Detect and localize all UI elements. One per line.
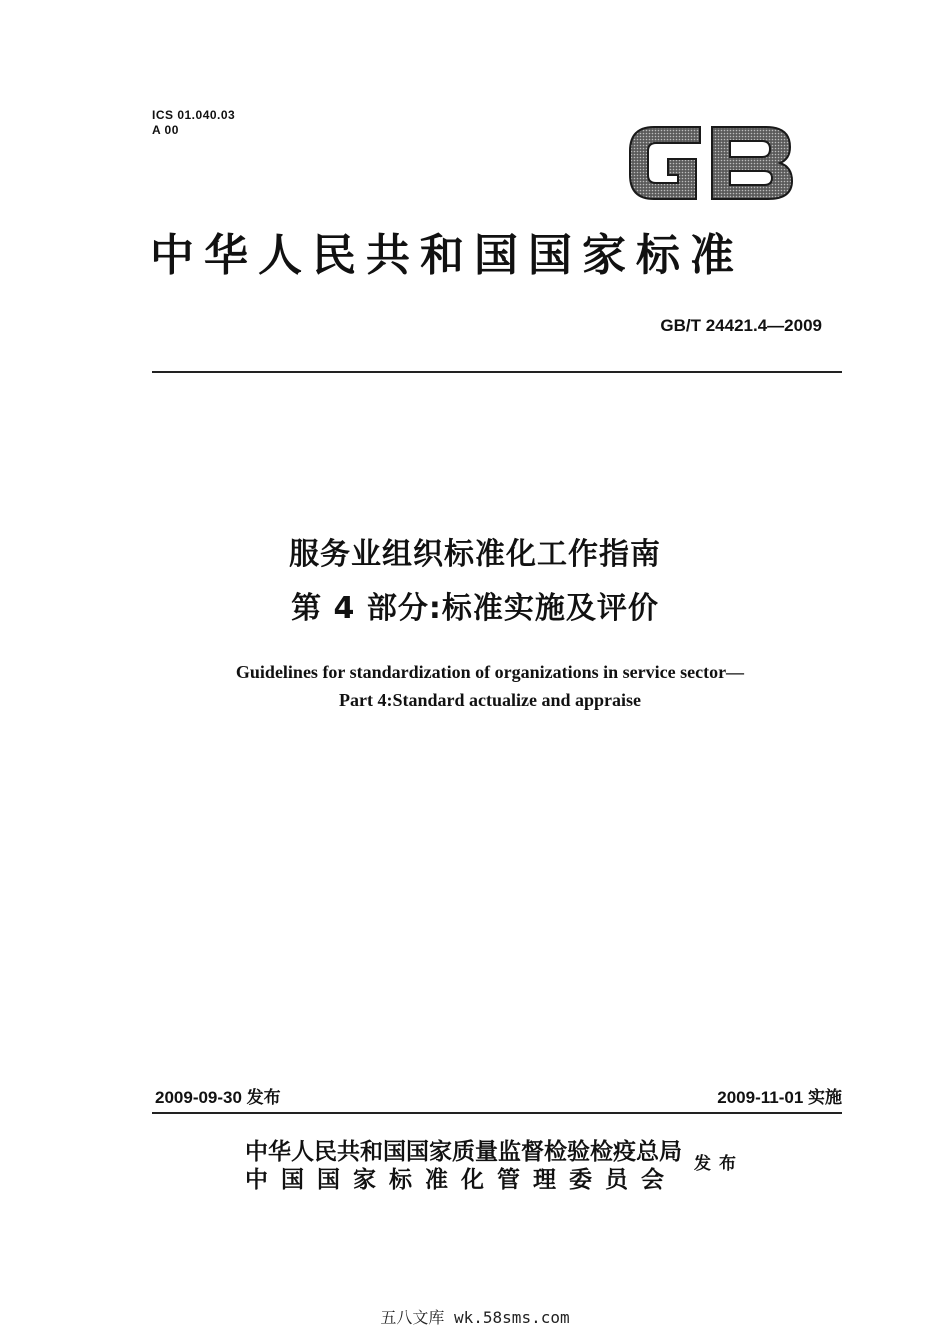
national-standard-title: 中华人民共和国国家标准 (150, 230, 744, 281)
standard-number: GB/T 24421.4—2009 (660, 316, 822, 335)
gb-logo (624, 117, 796, 207)
issuer-line-1: 中华人民共和国国家质量监督检验检疫总局 (245, 1139, 682, 1165)
classification-codes (152, 108, 235, 138)
issuer-line-2: 中国国家标准化管理委员会 (245, 1167, 677, 1193)
chinese-title-line-1: 服务业组织标准化工作指南 (289, 537, 661, 572)
english-title-line-2: Part 4:Standard actualize and appraise (338, 690, 641, 710)
footer-watermark: 五八文库 wk.58sms.com (380, 1308, 570, 1327)
ics-code: ICS 01.040.03 (152, 108, 236, 122)
ccs-code: A 00 (152, 123, 179, 137)
bottom-divider (152, 1112, 842, 1114)
issue-date: 2009-09-30 发布 (155, 1088, 281, 1107)
implementation-date: 2009-11-01 实施 (717, 1088, 842, 1107)
chinese-title-line-2: 第 4 部分:标准实施及评价 (291, 591, 659, 626)
top-divider (152, 371, 842, 373)
gb-logo-graphic (624, 117, 796, 207)
publish-label: 发布 (694, 1154, 744, 1174)
english-title-line-1: Guidelines for standardization of organizations in service sector— (235, 662, 745, 682)
